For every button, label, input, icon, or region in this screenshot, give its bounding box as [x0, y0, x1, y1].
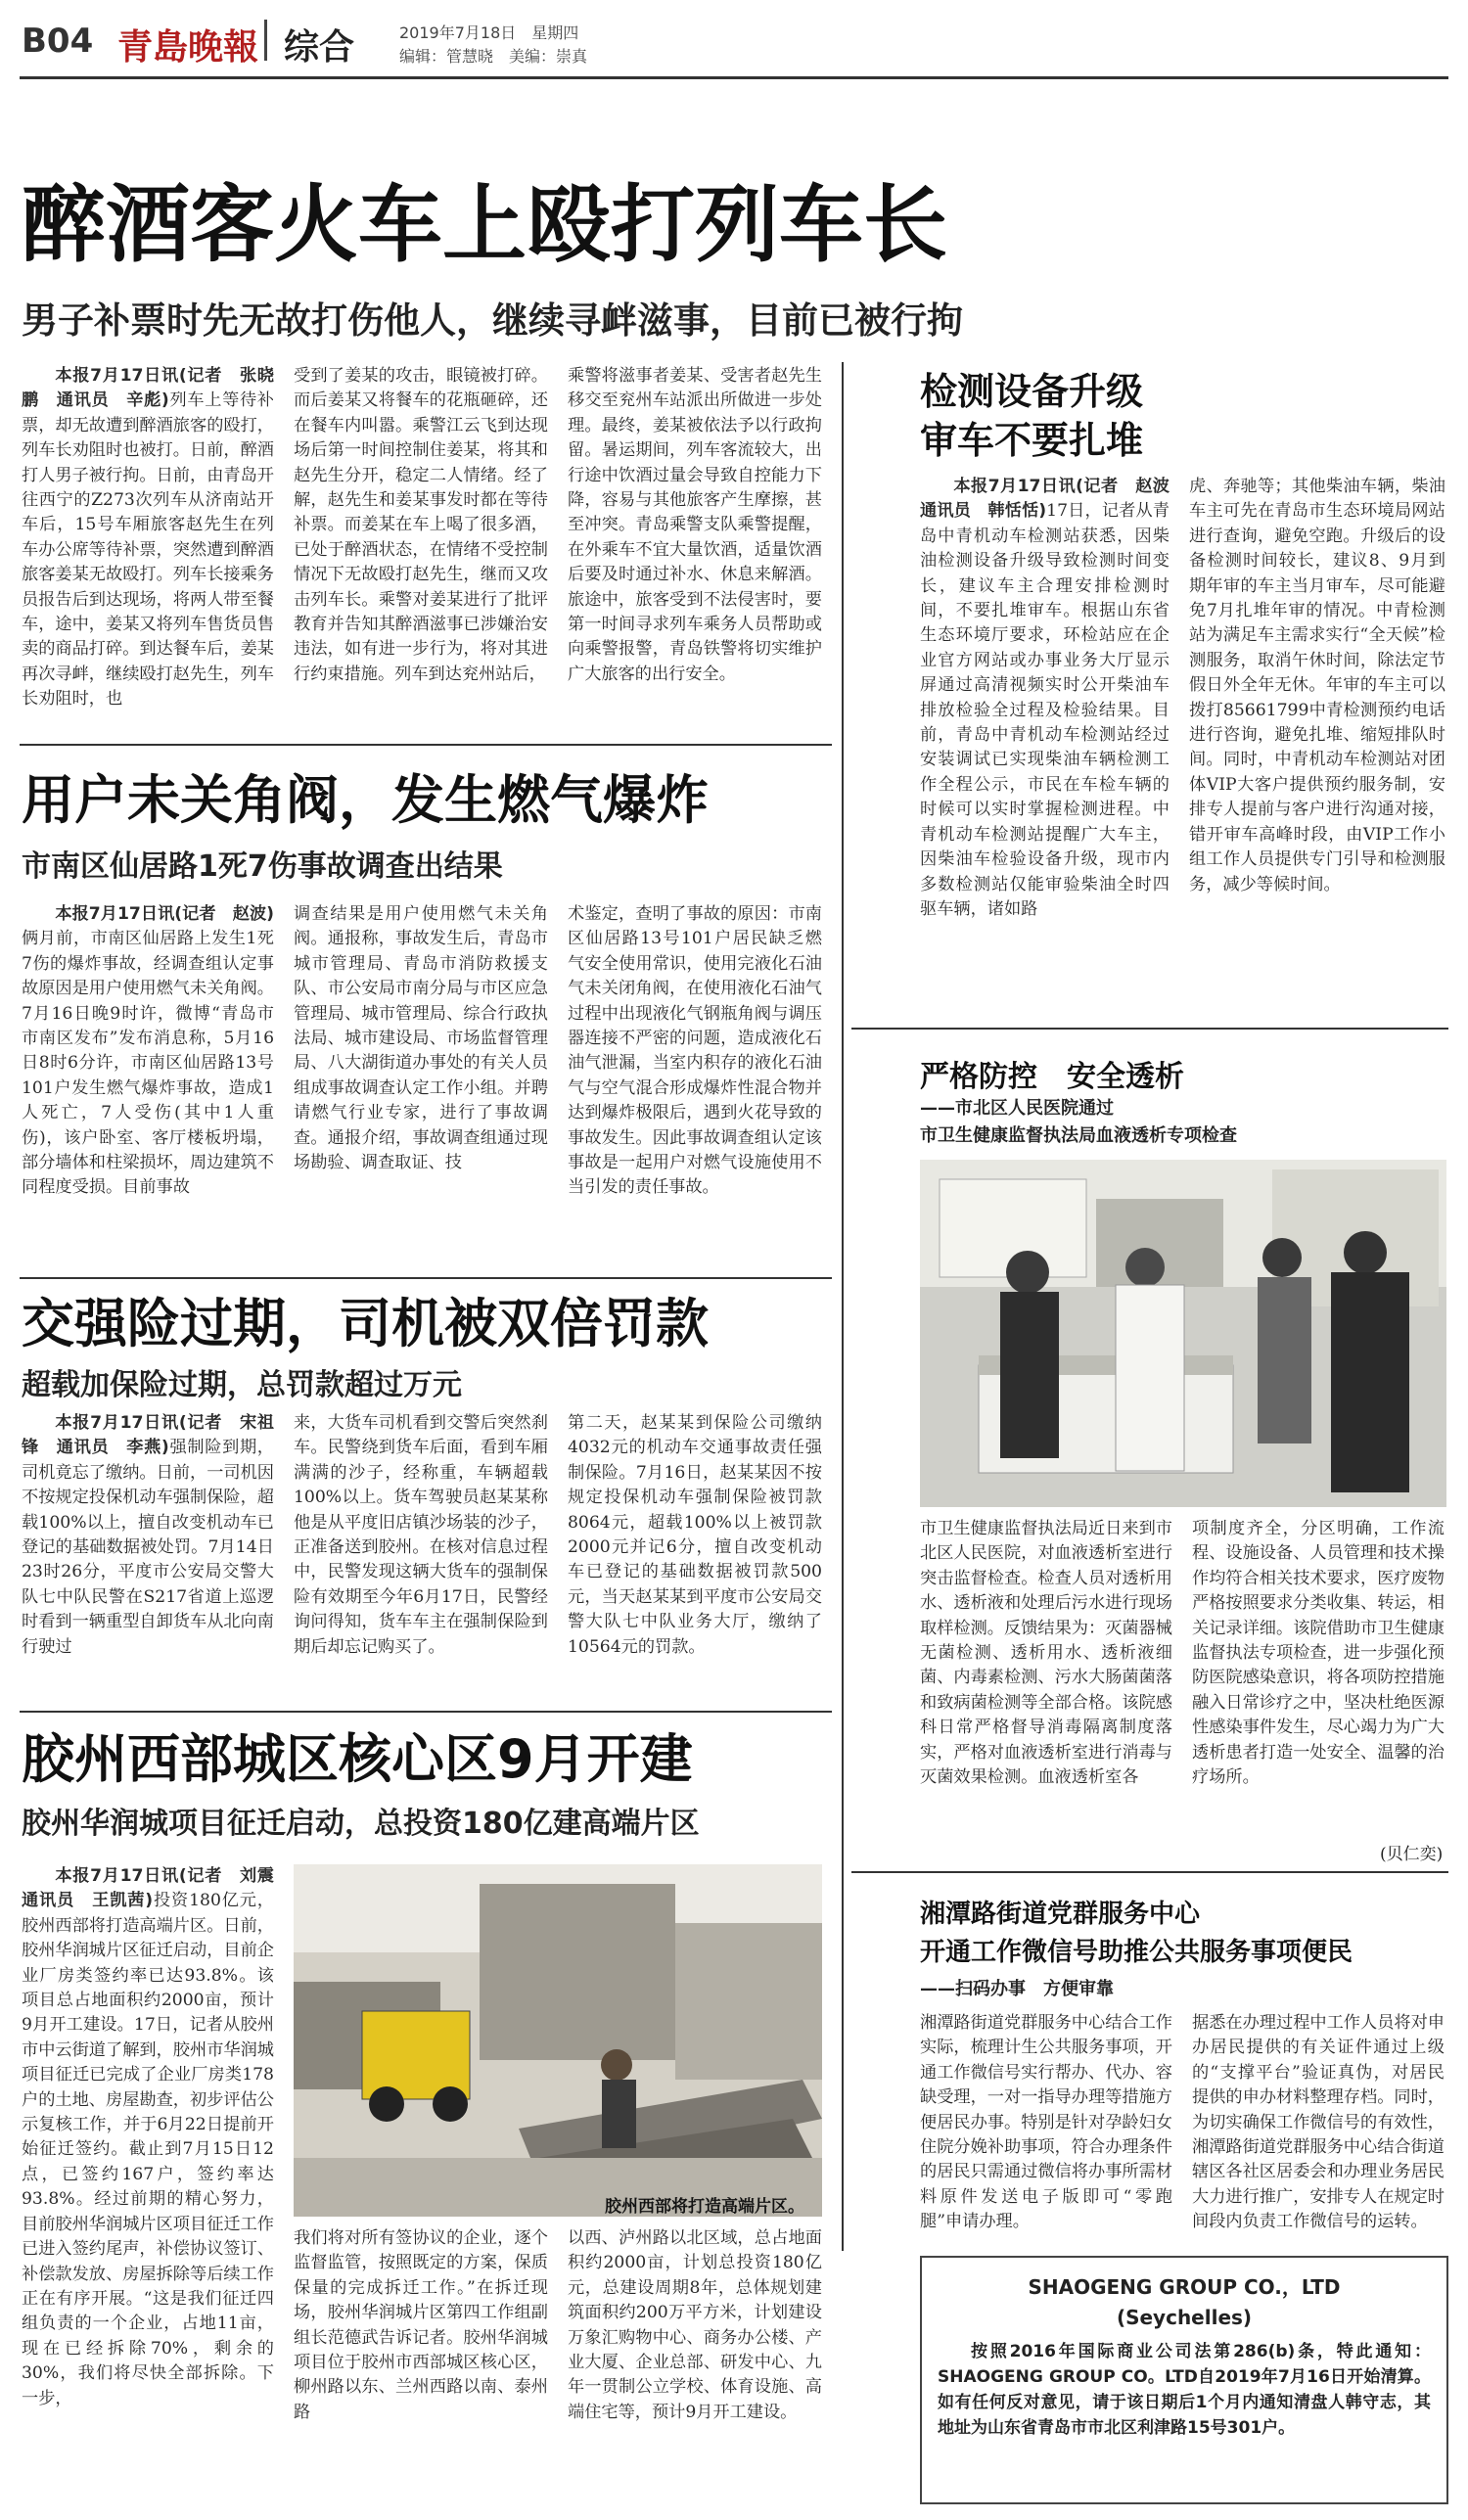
subhead-train: 男子补票时先无故打伤他人，继续寻衅滋事，目前已被行拘: [22, 299, 963, 342]
subhead-hospital-2: 市卫生健康监督执法局血液透析专项检查: [920, 1125, 1237, 1146]
article-gas-col3: 术鉴定，查明了事故的原因：市南区仙居路13号101户居民缺乏燃气安全使用常识，使用完液化石油气未关闭角阀，在使用液化石油气过程中出现液化气钢瓶角阀与调压器连接不严密的问题，造成液化石油气泄漏，当室内积存的液化石油气与空气混合形成爆炸性混合物并达到爆炸极限后，遇到火花导致的事故发生。因此事故调查组认定该事故是一起用户对燃气设施使用不当引发的责任事故。: [568, 904, 822, 1198]
column-divider: [842, 362, 844, 2251]
section-title: 综合: [284, 27, 355, 68]
notice-company: SHAOGENG GROUP CO.，LTD: [1028, 2275, 1341, 2299]
article-hospital-col1: 市卫生健康监督执法局近日来到市北区人民医院，对血液透析室进行突击监督检查。检查人员对透析用水、透析液和处理后污水进行现场取样检测。反馈结果为：灭菌器械无菌检测、透析用水、透析液细菌、内毒素检测、污水大肠菌菌落和致病菌检测等全部合格。该院感科日常严格督导消毒隔离制度落实，严格对血液透析室进行消毒与灭菌效果检测。血液透析室各: [920, 1519, 1172, 1788]
article-xiangtan-col1: 湘潭路街道党群服务中心结合工作实际，梳理计生公共服务事项，开通工作微信号实行帮办、代办、容缺受理，一对一指导办理等措施方便居民办事。特别是针对孕龄妇女住院分娩补助事项，符合办理条件的居民只需通过微信将办事所需材料原件发送电子版即可“零跑腿”申请办理。: [920, 2013, 1172, 2232]
article-jiaozhou-col3: 以西、泸州路以北区域，总占地面积约2000亩，计划总投资180亿元，总建设周期8年，总体规划建筑面积约200万平方米，计划建设万象汇购物中心、商务办公楼、产业大厦、企业总部、研发中心、九年一贯制公立学校、体育设施、高端住宅等，预计9月开工建设。: [568, 2228, 822, 2422]
divider: [20, 1711, 832, 1713]
divider: [851, 1871, 1448, 1873]
headline-insurance: 交强险过期，司机被双倍罚款: [22, 1293, 709, 1354]
article-gas-col1: 本报7月17日讯(记者 赵波)俩月前，市南区仙居路上发生1死7伤的爆炸事故，经调查组认定事故原因是用户使用燃气未关角阀。7月16日晚9时许，微博“青岛市市南区发布”发布消息称，5月16日8时6分许，市南区仙居路13号101户发生燃气爆炸事故，造成1人死亡，7人受伤(其中1人重伤)，该户卧室、客厅楼板坍塌，部分墙体和柱梁损坏，周边建筑不同程度受损。目前事故: [22, 904, 274, 1198]
article-jiaozhou-col2: 我们将对所有签协议的企业，逐个监督监管，按照既定的方案，保质保量的完成拆迁工作。”在拆迁现场，胶州华润城片区第四工作组副组长范德武告诉记者。胶州华润城项目位于胶州市西部城区核心区，柳州路以东、兰州西路以南、泰州路: [294, 2228, 548, 2422]
headline-jiaozhou: 胶州西部城区核心区9月开建: [22, 1728, 693, 1790]
article-train-col3: 乘警将滋事者姜某、受害者赵先生移交至兖州车站派出所做进一步处理。最终，姜某被依法予以行政拘留。暑运期间，列车客流较大，出行途中饮酒过量会导致自控能力下降，容易与其他旅客产生摩擦，甚至冲突。青岛乘警支队乘警提醒，在外乘车不宜大量饮酒，适量饮酒后要及时通过补水、休息来解酒。旅途中，旅客受到不法侵害时，要第一时间寻求列车乘务人员帮助或向乘警报警，青岛铁警将切实维护广大旅客的出行安全。: [568, 366, 822, 684]
newspaper-logo: 青島晚報: [117, 26, 259, 68]
article-hospital-col2: 项制度齐全，分区明确，工作流程、设施设备、人员管理和技术操作均符合相关技术要求，医疗废物严格按照要求分类收集、转运，相关记录详细。该院借助市卫生健康监督执法专项检查，进一步强化预防医院感染意识，将各项防控措施融入日常诊疗之中，坚决杜绝医源性感染事件发生，尽心竭力为广大透析患者打造一处安全、温馨的治疗场所。: [1192, 1519, 1445, 1788]
header-divider: [264, 20, 267, 61]
notice-country: (Seychelles): [1116, 2306, 1253, 2329]
headline-xiangtan-2: 开通工作微信号助推公共服务事项便民: [920, 1938, 1353, 1967]
headline-train: 醉酒客火车上殴打列车长: [22, 176, 947, 274]
article-insurance-col1: 本报7月17日讯(记者 宋祖锋 通讯员 李燕)强制险到期，司机竟忘了缴纳。日前，一司机因不按规定投保机动车强制保险，超载100%以上，擅自改变机动车已登记的基础数据被处罚。7月14日23时26分，平度市公安局交警大队七中队民警在S217省道上巡逻时看到一辆重型自卸货车从北向南行驶过: [22, 1413, 274, 1657]
article-insurance-col2: 来，大货车司机看到交警后突然刹车。民警绕到货车后面，看到车厢满满的沙子，经称重，车辆超载100%以上。货车驾驶员赵某某称他是从平度旧店镇沙场装的沙子，正准备送到胶州。在核对信息过程中，民警发现这辆大货车的强制保险有效期至今年6月17日，民警经询问得知，货车车主在强制保险到期后却忘记购买了。: [294, 1413, 548, 1657]
article-gas-col2: 调查结果是用户使用燃气未关角阀。通报称，事故发生后，青岛市城市管理局、青岛市消防救援支队、市公安局市南分局与市区应急管理局、城市管理局、综合行政执法局、城市建设局、市场监督管理局、八大湖街道办事处的有关人员组成事故调查认定工作小组。并聘请燃气行业专家，进行了事故调查。通报介绍，事故调查组通过现场勘验、调查取证、技: [294, 904, 548, 1173]
subhead-insurance: 超载加保险过期，总罚款超过万元: [22, 1368, 462, 1402]
liquidation-notice: [920, 2256, 1448, 2504]
headline-xiangtan-1: 湘潭路街道党群服务中心: [920, 1900, 1201, 1929]
header-rule: [20, 76, 1448, 79]
article-jiaozhou-col1: 本报7月17日讯(记者 刘震 通讯员 王凯茜)投资180亿元，胶州西部将打造高端片区。日前，胶州华润城片区征迁启动，目前企业厂房类签约率已达93.8%。该项目总占地面积约2000亩，预计9月开工建设。17日，记者从胶州市中云街道了解到，胶州市华润城项目征迁已完成了企业厂房类178户的土地、房屋勘查，初步评估公示复核工作，并于6月22日提前开始征迁签约。截止到7月15日12点，已签约167户，签约率达93.8%。经过前期的精心努力，目前胶州华润城片区项目征迁工作已进入签约尾声，补偿协议签订、补偿款发放、房屋拆除等后续工作正在有序开展。“这是我们征迁四组负责的一个企业，占地11亩，现在已经拆除70%，剩余的30%，我们将尽快全部拆除。下一步，: [22, 1866, 292, 2408]
construction-photo: [294, 1864, 822, 2217]
subhead-jiaozhou: 胶州华润城项目征迁启动，总投资180亿建高端片区: [22, 1807, 700, 1841]
headline-hospital: 严格防控 安全透析: [920, 1060, 1184, 1094]
page-number: B04: [22, 22, 94, 61]
editors: 编辑：管慧晓 美编：崇真: [399, 47, 588, 66]
article-inspection-col2: 虎、奔驰等；其他柴油车辆，柴油车主可先在青岛市生态环境局网站进行查询，避免空跑。升级后的设备检测时间较长，建议8、9月到期年审的车主当月审车，尽可能避免7月扎堆年审的情况。中青检测站为满足车主需求实行“全天候”检测服务，取消午休时间，除法定节假日外全年无休。年审的车主可以拨打85661799中青检测预约电话进行咨询，避免扎堆、缩短排队时间。同时，中青机动车检测站对团体VIP大客户提供预约服务制，安排专人提前与客户进行沟通对接，错开审车高峰时段，由VIP工作小组工作人员提供专门引导和检测服务，减少等候时间。: [1189, 477, 1445, 894]
headline-gas: 用户未关角阀，发生燃气爆炸: [22, 769, 709, 831]
hospital-inspection-photo: [920, 1160, 1446, 1507]
divider: [20, 744, 832, 746]
photo-caption: 胶州西部将打造高端片区。: [605, 2197, 804, 2217]
divider: [851, 1028, 1448, 1030]
issue-info: [399, 22, 587, 69]
article-insurance-col3: 第二天，赵某某到保险公司缴纳4032元的机动车交通事故责任强制保险。7月16日，赵某某因不按规定投保机动车强制保险被罚款8064元，超载100%以上被罚款2000元并记6分，擅自改变机动车已登记的基础数据被罚款500元，当天赵某某到平度市公安局交警大队七中队业务大厅，缴纳了10564元的罚款。: [568, 1413, 822, 1657]
subhead-hospital-1: ——市北区人民医院通过: [920, 1098, 1114, 1119]
notice-text: 按照2016年国际商业公司法第286(b)条，特此通知：SHAOGENG GROUP CO。LTD自2019年7月16日开始清算。如有任何反对意见，请于该日期后1个月内通知清盘人韩守志，其地址为山东省青岛市市北区利津路15号301户。: [938, 2342, 1431, 2438]
hospital-byline: (贝仁奕): [1380, 1845, 1444, 1864]
divider: [20, 1277, 832, 1279]
issue-date: 2019年7月18日 星期四: [399, 23, 579, 42]
article-inspection-col1: 本报7月17日讯(记者 赵波 通讯员 韩恬恬)17日，记者从青岛中青机动车检测站获悉，因柴油检测设备升级导致检测时间变长，建议车主合理安排检测时间，不要扎堆审车。根据山东省生态环境厅要求，环检站应在企业官方网站或办事业务大厅显示屏通过高清视频实时公开柴油车排放检验全过程及检验结果。目前，青岛中青机动车检测站经过安装调试已实现柴油车辆检测工作全程公示，市民在车检车辆的时候可以实时掌握检测进程。中青机动车检测站提醒广大车主，因柴油车检验设备升级，现市内多数检测站仅能审验柴油全时四驱车辆，诸如路: [920, 477, 1187, 919]
subhead-xiangtan: ——扫码办事 方便审靠: [920, 1979, 1114, 1999]
article-train-col1: 本报7月17日讯(记者 张晓鹏 通讯员 辛彪)列车上等待补票，却无故遭到醉酒旅客的殴打，列车长劝阻时也被打。日前，醉酒打人男子被行拘。日前，由青岛开往西宁的Z273次列车从济南站开车后，15号车厢旅客赵先生在列车办公席等待补票，突然遭到醉酒旅客姜某无故殴打。列车长接乘务员报告后到达现场，将两人带至餐车，途中，姜某又将列车售货员售卖的商品打碎。到达餐车后，姜某再次寻衅，继续殴打赵先生，列车长劝阻时，也: [22, 366, 274, 710]
subhead-gas: 市南区仙居路1死7伤事故调查出结果: [22, 849, 503, 884]
article-xiangtan-col2: 据悉在办理过程中工作人员将对申办居民提供的有关证件通过上级的“支撑平台”验证真伪，对居民提供的申办材料整理存档。同时，为切实确保工作微信号的有效性，湘潭路街道党群服务中心结合街道辖区各社区居委会和办理业务居民大力进行推广，安排专人在规定时间段内负责工作微信号的运转。: [1192, 2013, 1445, 2232]
headline-inspection: 检测设备升级 审车不要扎堆: [920, 370, 1144, 462]
article-train-col2: 受到了姜某的攻击，眼镜被打碎。而后姜某又将餐车的花瓶砸碎，还在餐车内叫嚣。乘警江云飞到达现场后第一时间控制住姜某，将其和赵先生分开，稳定二人情绪。经了解，赵先生和姜某事发时都在等待补票。而姜某在车上喝了很多酒，已处于醉酒状态，在情绪不受控制情况下无故殴打赵先生，继而又攻击列车长。乘警对姜某进行了批评教育并告知其醉酒滋事已涉嫌治安违法，如有进一步行为，将对其进行约束措施。列车到达兖州站后，: [294, 366, 548, 684]
